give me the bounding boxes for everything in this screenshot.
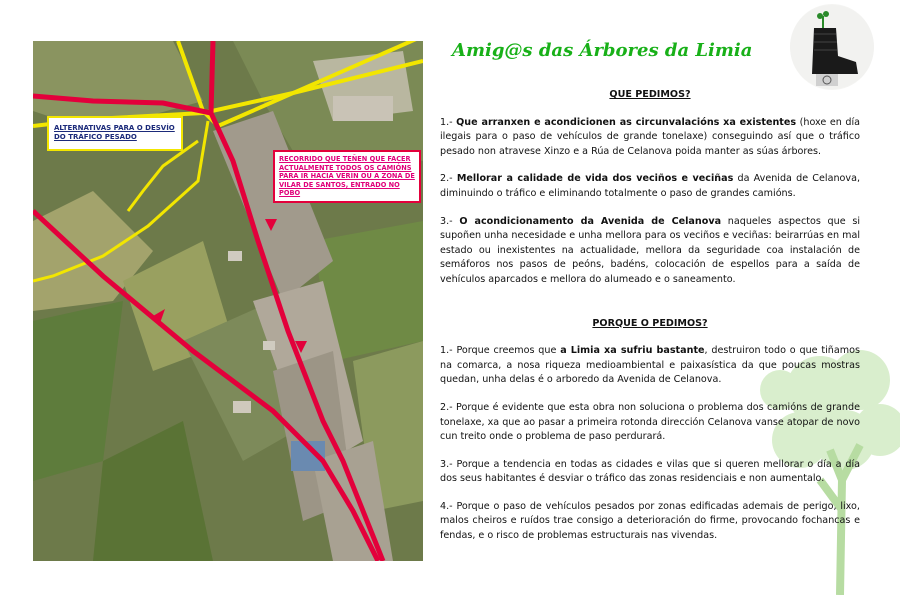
- main-text: [440, 88, 860, 557]
- section2-heading: PORQUE O PEDIMOS?: [592, 317, 708, 329]
- legend-truck-route: RECORRIDO QUE TEÑEN QUE FACER ACTUALMENTE TODOS OS CAMIÓNS PARA IR HACIA VERÍN OU A ZONA DE VILAR DE SANTOS, ENTRADO NO POBO: [273, 150, 421, 203]
- section2-item: 3.- Porque a tendencia en todas as cidades e vilas que si queren mellorar o día a día dos seus habitantes é desviar o tráfico das zonas residenciais e non aumentalo.: [440, 458, 861, 485]
- legend-alternatives: ALTERNATIVAS PARA O DESVÍO DO TRÁFICO PESADO: [47, 116, 183, 151]
- section1-item: 3.- O acondicionamento da Avenida de Celanova naqueles aspectos que si supoñen unha necesidade e unha mellora para os veciños e veciñas: beirarrúas en mal estado ou inexistentes na actualidade, mellora da seguridade coa instalación de semáforos nos pasos de peóns, badéns, colocación de espellos para a saída de vehículos aparcados e mellora do alumeado e o saneamento.: [440, 215, 860, 285]
- section2-item: 4.- Porque o paso de vehículos pesados por zonas edificadas ademais de perigo, lixo, malos cheiros e ruídos trae consigo a deterioración do firme, provocando fochancas e fendas, e o risco de problemas estructurais nas vivendas.: [440, 500, 860, 542]
- section1-item: 1.- Que arranxen e acondicionen as circunvalacións xa existentes (hoxe en día ilegais para o paso de vehículos de grande tonelaxe) conseguindo así que o tráfico pesado non atravese Xinzo e a Rúa de Celanova poida manter as súas árbores.: [440, 116, 860, 157]
- section1-heading: QUE PEDIMOS?: [609, 89, 691, 100]
- section2-item: 1.- Porque creemos que a Limia xa sufriu bastante, destruiron todo o que tiñamos na comarca, a nosa riqueza medioambiental e paixasística da que poucas mostras quedan, unha delas é o arboredo da Avenida de Celanova.: [440, 345, 860, 386]
- logo-boot-icon: [790, 4, 874, 90]
- section1-item: 2.- Mellorar a calidade de vida dos veciños e veciñas da Avenida de Celanova, diminuindo o tráfico e eliminando totalmente o paso de grandes camións.: [440, 173, 861, 199]
- section2-item: 2.- Porque é evidente que esta obra non soluciona o problema dos camións de grande tonelaxe, xa que ao pasar a primeira rotonda dirección Celanova vanse atopar de novo cun treito onde o problema de paso perdurará.: [440, 401, 860, 443]
- page-title: Amig@s das Árbores da Limia: [452, 40, 753, 61]
